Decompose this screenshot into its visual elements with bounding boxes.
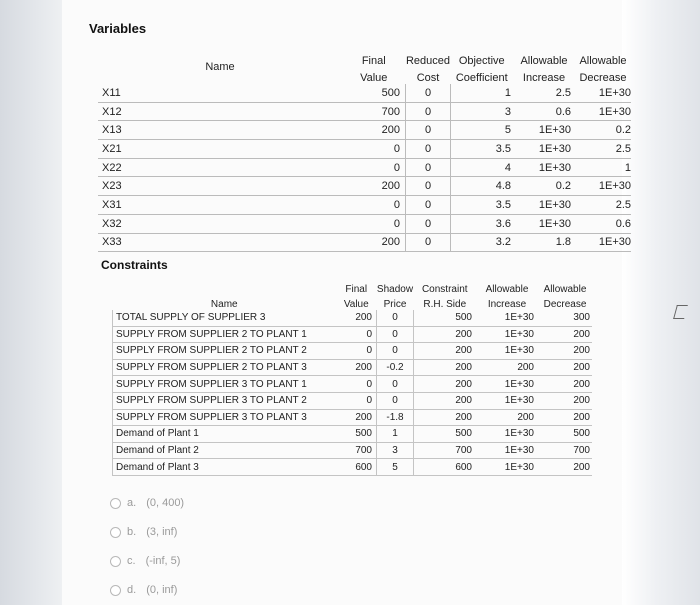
con-cell-inc: 1E+30 [476, 376, 538, 393]
var-cell-value: 200 [342, 121, 406, 140]
con-cell-inc: 1E+30 [476, 343, 538, 360]
var-header-reduced: Reduced [405, 55, 451, 67]
option-d-text: (0, inf) [146, 584, 178, 596]
var-header-allow-inc: Allowable [520, 55, 568, 67]
var-cell-name: X12 [98, 102, 342, 121]
con-cell-price: 0 [377, 326, 414, 343]
con-cell-price: -0.2 [377, 359, 414, 376]
var-cell-dec: 1E+30 [575, 102, 631, 121]
con-cell-price: 0 [377, 310, 414, 326]
var-cell-name: X33 [98, 233, 342, 252]
var-cell-coef: 1 [451, 84, 514, 102]
var-cell-cost: 0 [406, 177, 451, 196]
con-cell-price: 0 [377, 343, 414, 360]
con-cell-value: 500 [336, 426, 377, 443]
con-cell-price: 3 [377, 442, 414, 459]
var-cell-value: 0 [342, 158, 406, 177]
var-header-cost: Cost [416, 72, 440, 84]
var-cell-inc: 1E+30 [513, 158, 575, 177]
var-header-coefficient: Coefficient [455, 72, 508, 84]
con-cell-rhs: 500 [414, 426, 477, 443]
var-cell-inc: 1E+30 [513, 214, 575, 233]
var-cell-inc: 1.8 [513, 233, 575, 252]
con-cell-inc: 200 [476, 409, 538, 426]
var-row [98, 84, 631, 102]
var-cell-dec: 0.6 [575, 214, 631, 233]
var-cell-coef: 3.2 [451, 233, 514, 252]
var-cell-value: 0 [342, 140, 406, 159]
con-cell-dec: 200 [538, 326, 592, 343]
var-header-name: Name [205, 61, 235, 73]
var-row [98, 140, 631, 159]
con-cell-name: SUPPLY FROM SUPPLIER 2 TO PLANT 3 [113, 359, 337, 376]
con-header-final: Final [345, 284, 368, 295]
con-row [113, 359, 593, 376]
con-cell-name: TOTAL SUPPLY OF SUPPLIER 3 [113, 310, 337, 326]
var-cell-coef: 3.5 [451, 140, 514, 159]
var-cell-inc: 0.2 [513, 177, 575, 196]
con-cell-dec: 700 [538, 442, 592, 459]
var-header-value: Value [360, 72, 388, 84]
radio-d[interactable] [110, 585, 121, 596]
var-cell-cost: 0 [406, 140, 451, 159]
con-cell-inc: 1E+30 [476, 426, 538, 443]
var-cell-dec: 1E+30 [575, 177, 631, 196]
con-row [113, 343, 593, 360]
var-cell-coef: 3.5 [451, 196, 514, 215]
con-cell-price: 0 [377, 392, 414, 409]
con-cell-price: 0 [377, 376, 414, 393]
var-cell-name: X31 [98, 196, 342, 215]
option-b-letter: b. [127, 526, 137, 538]
var-row [98, 233, 631, 252]
con-row [113, 459, 593, 476]
con-header-price: Price [383, 299, 407, 310]
constraints-table [112, 280, 592, 476]
con-row [113, 442, 593, 459]
var-cell-coef: 3 [451, 102, 514, 121]
var-cell-coef: 4.8 [451, 177, 514, 196]
option-c-letter: c. [127, 555, 136, 567]
con-cell-value: 0 [336, 392, 377, 409]
var-cell-cost: 0 [406, 102, 451, 121]
var-cell-value: 200 [342, 233, 406, 252]
var-cell-name: X13 [98, 121, 342, 140]
var-cell-value: 0 [342, 196, 406, 215]
con-cell-name: SUPPLY FROM SUPPLIER 3 TO PLANT 1 [113, 376, 337, 393]
var-row [98, 102, 631, 121]
con-cell-name: Demand of Plant 2 [113, 442, 337, 459]
con-cell-rhs: 500 [414, 310, 477, 326]
con-cell-inc: 1E+30 [476, 442, 538, 459]
con-cell-rhs: 200 [414, 326, 477, 343]
con-row [113, 392, 593, 409]
variables-table [98, 50, 631, 252]
var-header-decrease: Decrease [579, 72, 627, 84]
var-cell-inc: 0.6 [513, 102, 575, 121]
var-cell-dec: 2.5 [575, 196, 631, 215]
var-cell-inc: 1E+30 [513, 121, 575, 140]
var-cell-inc: 1E+30 [513, 140, 575, 159]
var-header-allow-dec: Allowable [579, 55, 627, 67]
con-cell-name: SUPPLY FROM SUPPLIER 2 TO PLANT 1 [113, 326, 337, 343]
var-cell-name: X11 [98, 84, 342, 102]
option-c[interactable] [110, 555, 180, 567]
var-cell-dec: 2.5 [575, 140, 631, 159]
con-header-rhs: R.H. Side [423, 299, 467, 310]
var-cell-name: X22 [98, 158, 342, 177]
radio-c[interactable] [110, 556, 121, 567]
var-cell-dec: 0.2 [575, 121, 631, 140]
con-cell-price: 5 [377, 459, 414, 476]
var-row [98, 158, 631, 177]
con-cell-rhs: 200 [414, 343, 477, 360]
con-cell-rhs: 200 [414, 409, 477, 426]
radio-b[interactable] [110, 527, 121, 538]
constraints-title: Constraints [101, 258, 168, 272]
con-cell-inc: 1E+30 [476, 459, 538, 476]
con-cell-inc: 1E+30 [476, 310, 538, 326]
var-cell-inc: 2.5 [513, 84, 575, 102]
var-header-objective: Objective [458, 55, 505, 67]
con-cell-dec: 200 [538, 409, 592, 426]
option-a-text: (0, 400) [146, 497, 185, 509]
var-row [98, 121, 631, 140]
con-header-increase: Increase [487, 299, 527, 310]
con-cell-value: 200 [336, 359, 377, 376]
con-cell-dec: 200 [538, 392, 592, 409]
con-cell-dec: 300 [538, 310, 592, 326]
con-cell-rhs: 200 [414, 359, 477, 376]
left-background-edge [0, 0, 62, 605]
con-cell-rhs: 200 [414, 376, 477, 393]
radio-a[interactable] [110, 498, 121, 509]
con-row [113, 376, 593, 393]
con-cell-value: 600 [336, 459, 377, 476]
con-header-decrease: Decrease [543, 299, 587, 310]
con-header-allow-dec: Allowable [543, 284, 587, 295]
con-cell-price: -1.8 [377, 409, 414, 426]
var-row [98, 214, 631, 233]
con-row [113, 409, 593, 426]
var-cell-name: X21 [98, 140, 342, 159]
var-cell-dec: 1 [575, 158, 631, 177]
var-cell-value: 700 [342, 102, 406, 121]
var-cell-name: X23 [98, 177, 342, 196]
var-header-final: Final [361, 55, 386, 67]
con-cell-rhs: 200 [414, 392, 477, 409]
con-cell-value: 0 [336, 343, 377, 360]
option-a[interactable] [110, 497, 184, 509]
con-cell-inc: 200 [476, 359, 538, 376]
var-cell-cost: 0 [406, 84, 451, 102]
con-header-value: Value [343, 299, 369, 310]
var-cell-cost: 0 [406, 158, 451, 177]
con-cell-name: Demand of Plant 3 [113, 459, 337, 476]
var-cell-value: 200 [342, 177, 406, 196]
con-cell-rhs: 700 [414, 442, 477, 459]
option-b-text: (3, inf) [146, 526, 178, 538]
con-row [113, 326, 593, 343]
var-cell-coef: 5 [451, 121, 514, 140]
con-cell-dec: 200 [538, 359, 592, 376]
var-cell-dec: 1E+30 [575, 233, 631, 252]
con-cell-dec: 200 [538, 343, 592, 360]
var-cell-cost: 0 [406, 233, 451, 252]
con-cell-inc: 1E+30 [476, 392, 538, 409]
con-cell-name: SUPPLY FROM SUPPLIER 3 TO PLANT 2 [113, 392, 337, 409]
con-row [113, 426, 593, 443]
var-cell-coef: 3.6 [451, 214, 514, 233]
con-cell-value: 0 [336, 376, 377, 393]
con-cell-value: 200 [336, 409, 377, 426]
var-cell-value: 500 [342, 84, 406, 102]
var-cell-cost: 0 [406, 214, 451, 233]
con-header-shadow: Shadow [376, 284, 414, 295]
var-cell-inc: 1E+30 [513, 196, 575, 215]
con-header-name: Name [210, 299, 238, 310]
option-a-letter: a. [127, 497, 137, 509]
con-cell-name: Demand of Plant 1 [113, 426, 337, 443]
var-cell-value: 0 [342, 214, 406, 233]
con-cell-name: SUPPLY FROM SUPPLIER 3 TO PLANT 3 [113, 409, 337, 426]
con-cell-dec: 500 [538, 426, 592, 443]
var-row [98, 196, 631, 215]
con-row [113, 310, 593, 326]
var-cell-dec: 1E+30 [575, 84, 631, 102]
right-background-edge [622, 0, 700, 605]
con-cell-dec: 200 [538, 459, 592, 476]
con-header-constraint: Constraint [421, 284, 468, 295]
con-cell-dec: 200 [538, 376, 592, 393]
var-header-increase: Increase [522, 72, 566, 84]
var-cell-coef: 4 [451, 158, 514, 177]
option-d[interactable] [110, 584, 177, 596]
con-cell-value: 700 [336, 442, 377, 459]
con-cell-inc: 1E+30 [476, 326, 538, 343]
var-row [98, 177, 631, 196]
con-cell-name: SUPPLY FROM SUPPLIER 2 TO PLANT 2 [113, 343, 337, 360]
option-c-text: (-inf, 5) [145, 555, 181, 567]
con-cell-value: 200 [336, 310, 377, 326]
var-cell-cost: 0 [406, 196, 451, 215]
var-cell-cost: 0 [406, 121, 451, 140]
option-d-letter: d. [127, 584, 137, 596]
option-b[interactable] [110, 526, 177, 538]
con-cell-price: 1 [377, 426, 414, 443]
con-header-allow-inc: Allowable [485, 284, 529, 295]
variables-title: Variables [89, 21, 147, 36]
var-cell-name: X32 [98, 214, 342, 233]
con-cell-value: 0 [336, 326, 377, 343]
con-cell-rhs: 600 [414, 459, 477, 476]
